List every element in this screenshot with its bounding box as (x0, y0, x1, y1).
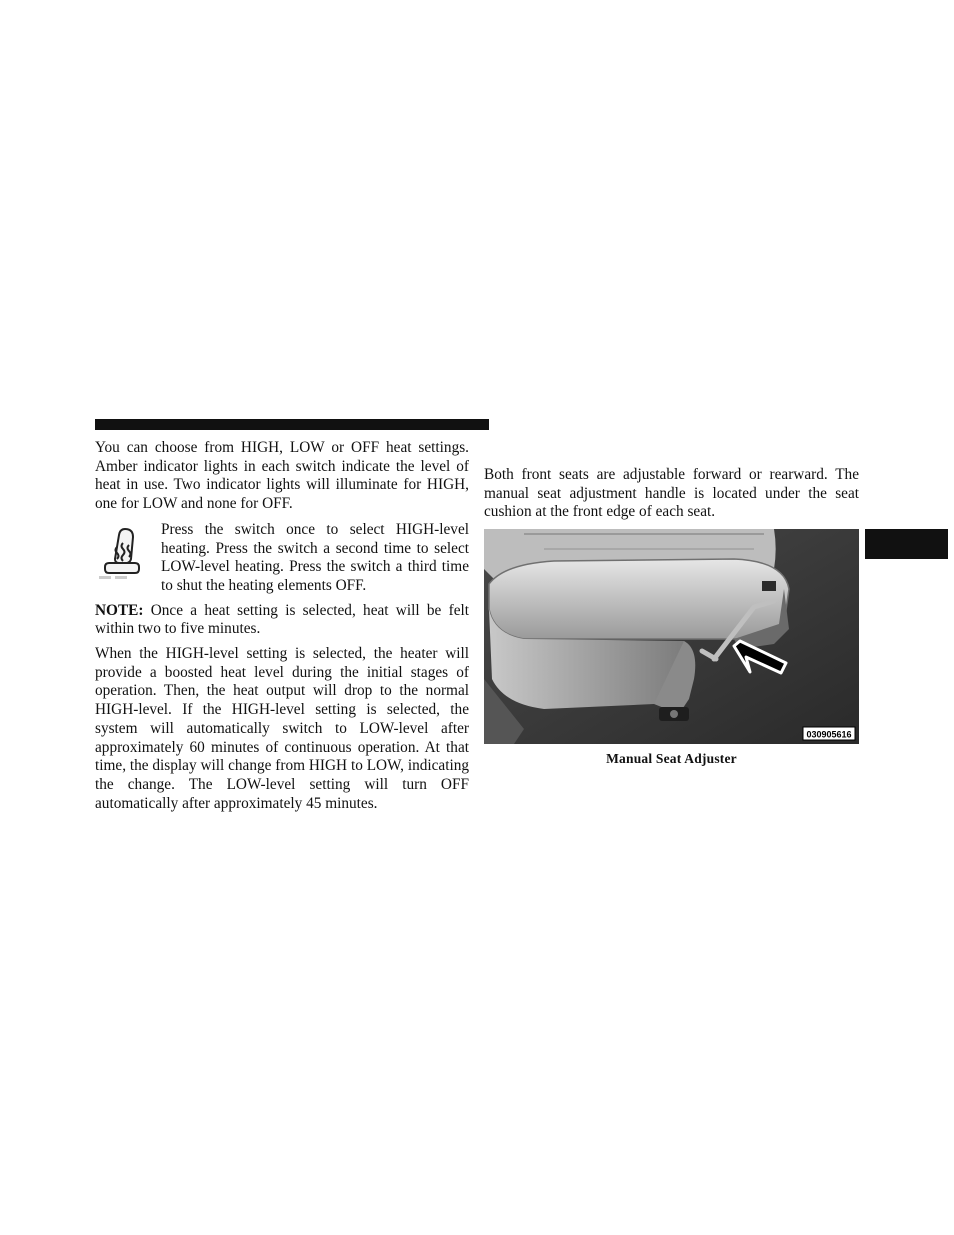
photo-caption: Manual Seat Adjuster (606, 751, 737, 767)
high-level-paragraph: When the HIGH-level setting is selected, the heater will provide a boosted heat level during the initial stages of operation. Then, the heat output will drop to the normal HIGH-level. If the HIGH-level setting is selected, the system will automatically switch to LOW-level after approximately 60 minutes of continuous operation. At that time, the display will change from HIGH to LOW, indicating the change. The LOW-level setting will turn OFF automatically after approximately 45 minutes. (95, 645, 469, 812)
image-code-label: 030905616 (806, 729, 852, 740)
switch-instruction-text: Press the switch once to select HIGH-level heating. Press the switch a second time to select LOW-level heating. Press the switch a third time to shut the heating elements OFF. (161, 520, 469, 594)
note-text: Once a heat setting is selected, heat will be felt within two to five minutes. (95, 601, 469, 638)
heated-seat-instruction (95, 521, 469, 596)
manual-seat-adjuster-photo (484, 529, 859, 744)
left-column (95, 439, 469, 813)
heated-seat-icon (95, 523, 151, 581)
note-paragraph (95, 602, 469, 639)
note-label: NOTE: (95, 601, 144, 619)
chapter-tab (865, 529, 948, 559)
section-header-bar (95, 419, 489, 430)
seat-adjust-paragraph: Both front seats are adjustable forward or rearward. The manual seat adjustment handle is located under the seat cushion at the front edge of each seat. (484, 466, 859, 521)
right-column (484, 466, 859, 767)
heat-settings-paragraph: You can choose from HIGH, LOW or OFF heat settings. Amber indicator lights in each switch indicate the level of heat in use. Two indicator lights will illuminate for HIGH, one for LOW and none for OFF. (95, 439, 469, 513)
